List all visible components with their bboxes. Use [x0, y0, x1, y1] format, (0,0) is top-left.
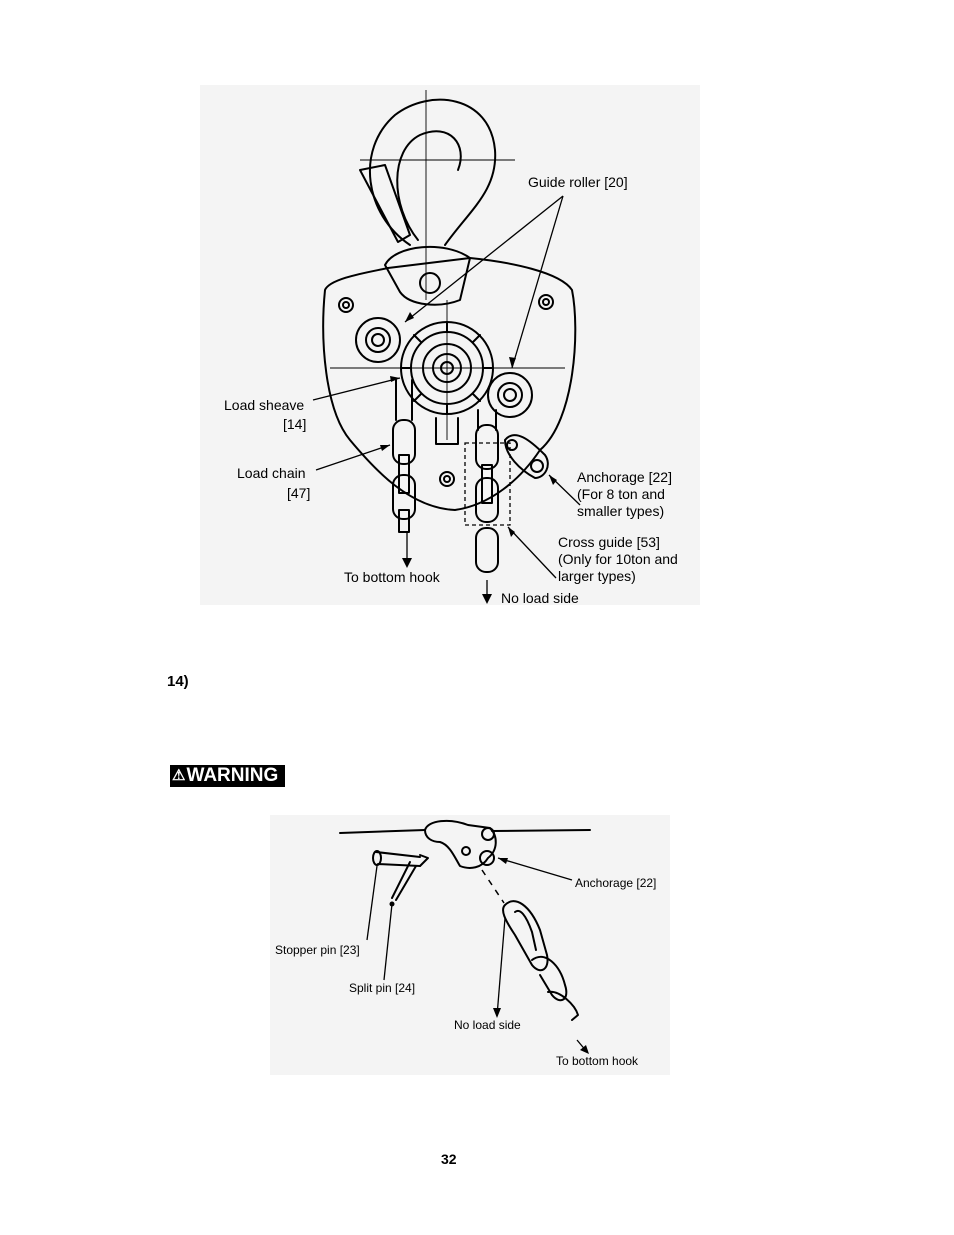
- label-cross-guide-note-2: larger types): [558, 568, 636, 584]
- warning-triangle-icon: ⚠: [172, 767, 186, 784]
- page-number: 32: [441, 1151, 457, 1167]
- warning-label: WARNING: [186, 765, 279, 786]
- hoist-diagram: [200, 85, 700, 605]
- label-guide-roller: Guide roller [20]: [528, 174, 628, 190]
- warning-badge: [170, 765, 285, 787]
- label-no-load-side-2: No load side: [454, 1018, 521, 1032]
- label-anchorage: Anchorage [22]: [577, 469, 672, 485]
- label-cross-guide-note-1: (Only for 10ton and: [558, 551, 678, 567]
- step-number: 14): [167, 673, 189, 690]
- label-cross-guide: Cross guide [53]: [558, 534, 660, 550]
- label-split-pin: Split pin [24]: [349, 981, 416, 995]
- label-anchorage-note-2: smaller types): [577, 503, 665, 519]
- label-load-chain: Load chain: [237, 465, 306, 481]
- label-no-load-side: No load side: [501, 590, 579, 606]
- label-anchorage-2: Anchorage [22]: [575, 876, 657, 890]
- label-stopper-pin: Stopper pin [23]: [275, 943, 360, 957]
- label-load-sheave: Load sheave: [224, 397, 305, 413]
- label-to-bottom-hook: To bottom hook: [344, 569, 440, 585]
- label-load-chain-number: [47]: [287, 485, 311, 501]
- label-to-bottom-hook-2: To bottom hook: [556, 1054, 639, 1068]
- label-load-sheave-number: [14]: [283, 416, 307, 432]
- label-anchorage-note-1: (For 8 ton and: [577, 486, 665, 502]
